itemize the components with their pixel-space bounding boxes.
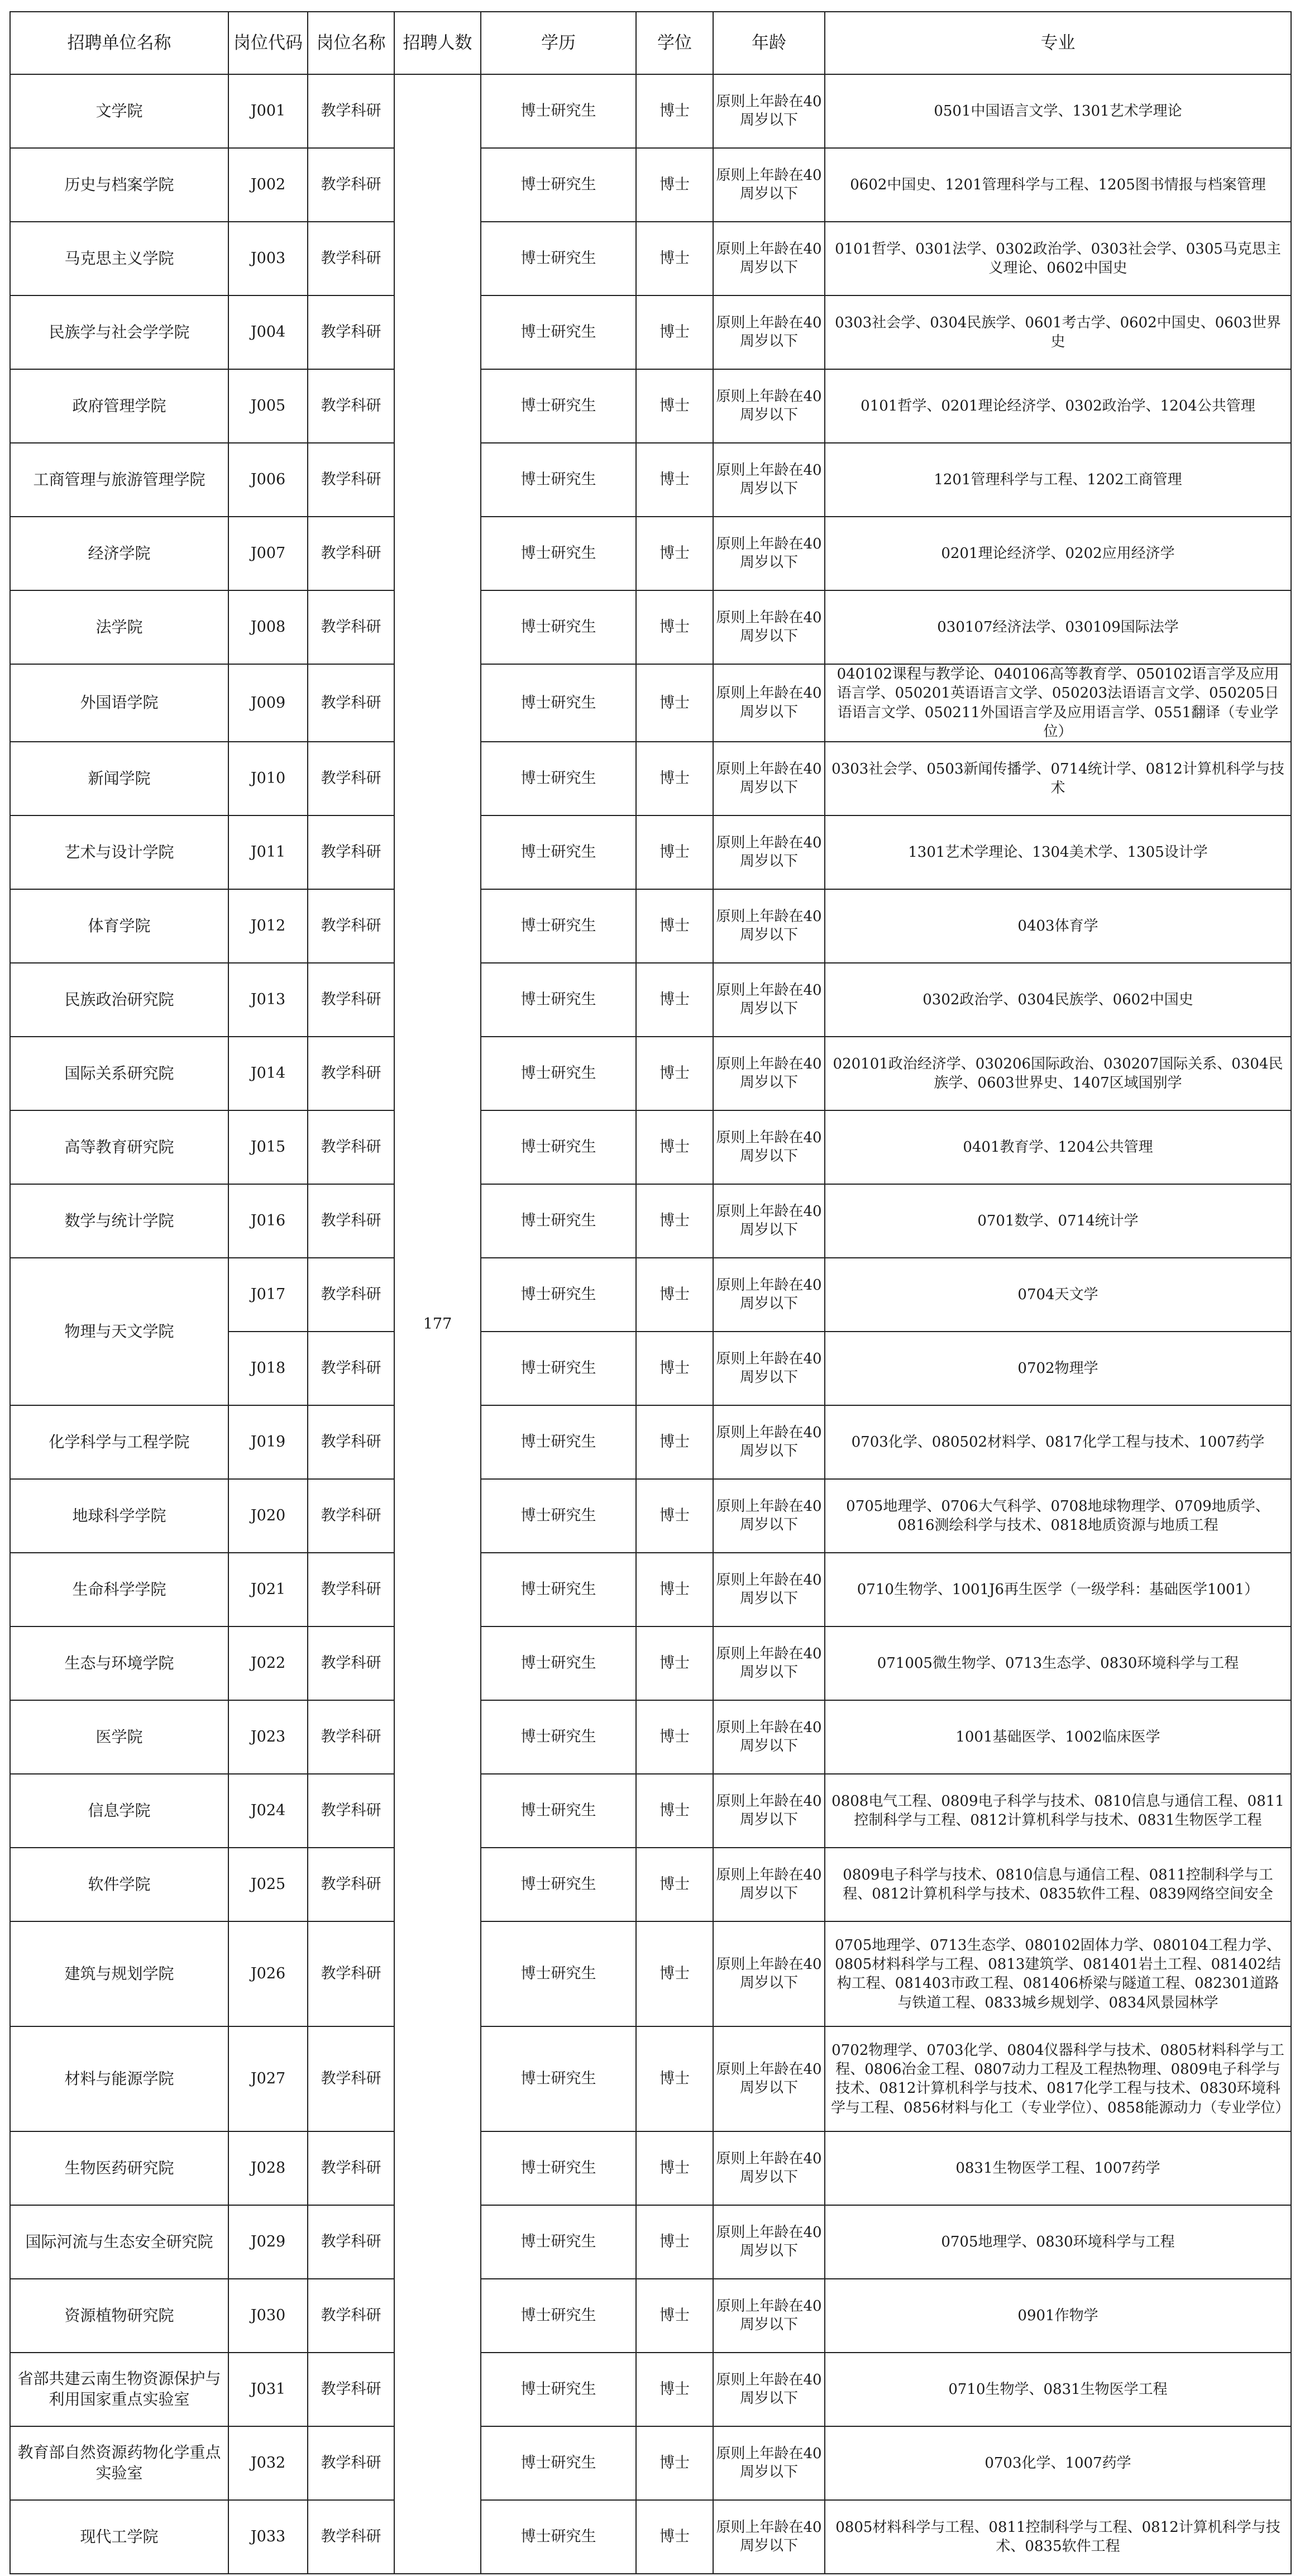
- unit-name-cell: 省部共建云南生物资源保护与利用国家重点实验室: [10, 2353, 228, 2426]
- table-row: [10, 664, 1291, 742]
- major-cell: 0101哲学、0201理论经济学、0302政治学、1204公共管理: [825, 369, 1291, 443]
- position-name-cell: 教学科研: [308, 2026, 394, 2131]
- unit-name-cell: 生命科学学院: [10, 1553, 228, 1626]
- header-age: 年龄: [713, 12, 825, 74]
- table-row: [10, 1037, 1291, 1110]
- age-cell: 原则上年龄在40周岁以下: [713, 1626, 825, 1700]
- position-code-cell: J007: [228, 517, 308, 590]
- major-cell: 0501中国语言文学、1301艺术学理论: [825, 74, 1291, 148]
- education-cell: 博士研究生: [481, 1626, 636, 1700]
- degree-cell: 博士: [636, 1774, 713, 1848]
- education-cell: 博士研究生: [481, 889, 636, 963]
- age-cell: 原则上年龄在40周岁以下: [713, 2205, 825, 2279]
- table-row: [10, 148, 1291, 222]
- table-row: [10, 889, 1291, 963]
- position-name-cell: 教学科研: [308, 590, 394, 664]
- education-cell: 博士研究生: [481, 664, 636, 742]
- degree-cell: 博士: [636, 1258, 713, 1332]
- table-row: [10, 590, 1291, 664]
- table-row: [10, 742, 1291, 815]
- degree-cell: 博士: [636, 2426, 713, 2500]
- degree-cell: 博士: [636, 1479, 713, 1553]
- position-name-cell: 教学科研: [308, 1774, 394, 1848]
- position-code-cell: J006: [228, 443, 308, 517]
- education-cell: 博士研究生: [481, 517, 636, 590]
- unit-name-cell: 法学院: [10, 590, 228, 664]
- education-cell: 博士研究生: [481, 1110, 636, 1184]
- unit-name-cell: 教育部自然资源药物化学重点实验室: [10, 2426, 228, 2500]
- position-name-cell: 教学科研: [308, 1184, 394, 1258]
- unit-name-cell: 文学院: [10, 74, 228, 148]
- age-cell: 原则上年龄在40周岁以下: [713, 963, 825, 1037]
- education-cell: 博士研究生: [481, 1553, 636, 1626]
- major-cell: 0303社会学、0304民族学、0601考古学、0602中国史、0603世界史: [825, 295, 1291, 369]
- unit-name-cell: 化学科学与工程学院: [10, 1405, 228, 1479]
- position-name-cell: 教学科研: [308, 2131, 394, 2205]
- unit-name-cell: 医学院: [10, 1700, 228, 1774]
- degree-cell: 博士: [636, 74, 713, 148]
- education-cell: 博士研究生: [481, 1479, 636, 1553]
- unit-name-cell: 体育学院: [10, 889, 228, 963]
- table-row: [10, 222, 1291, 295]
- unit-name-cell: 国际关系研究院: [10, 1037, 228, 1110]
- position-name-cell: 教学科研: [308, 889, 394, 963]
- position-code-cell: J024: [228, 1774, 308, 1848]
- major-cell: 0302政治学、0304民族学、0602中国史: [825, 963, 1291, 1037]
- education-cell: 博士研究生: [481, 1037, 636, 1110]
- table-row: [10, 2131, 1291, 2205]
- unit-name-cell: 数学与统计学院: [10, 1184, 228, 1258]
- unit-name-cell: 国际河流与生态安全研究院: [10, 2205, 228, 2279]
- major-cell: 0401教育学、1204公共管理: [825, 1110, 1291, 1184]
- position-code-cell: J002: [228, 148, 308, 222]
- age-cell: 原则上年龄在40周岁以下: [713, 2131, 825, 2205]
- table-row: [10, 369, 1291, 443]
- age-cell: 原则上年龄在40周岁以下: [713, 2353, 825, 2426]
- age-cell: 原则上年龄在40周岁以下: [713, 1479, 825, 1553]
- table-row: [10, 1110, 1291, 1184]
- table-row: [10, 1921, 1291, 2026]
- position-name-cell: 教学科研: [308, 2426, 394, 2500]
- unit-name-cell: 历史与档案学院: [10, 148, 228, 222]
- degree-cell: 博士: [636, 517, 713, 590]
- position-code-cell: J018: [228, 1332, 308, 1405]
- degree-cell: 博士: [636, 1405, 713, 1479]
- unit-name-cell: 政府管理学院: [10, 369, 228, 443]
- position-code-cell: J017: [228, 1258, 308, 1332]
- position-name-cell: 教学科研: [308, 74, 394, 148]
- position-code-cell: J029: [228, 2205, 308, 2279]
- age-cell: 原则上年龄在40周岁以下: [713, 2426, 825, 2500]
- unit-name-cell: 物理与天文学院: [10, 1258, 228, 1405]
- major-cell: 0703化学、080502材料学、0817化学工程与技术、1007药学: [825, 1405, 1291, 1479]
- table-row: [10, 1700, 1291, 1774]
- age-cell: 原则上年龄在40周岁以下: [713, 815, 825, 889]
- position-name-cell: 教学科研: [308, 1553, 394, 1626]
- age-cell: 原则上年龄在40周岁以下: [713, 1258, 825, 1332]
- degree-cell: 博士: [636, 222, 713, 295]
- table-row: [10, 2353, 1291, 2426]
- position-code-cell: J013: [228, 963, 308, 1037]
- position-name-cell: 教学科研: [308, 2500, 394, 2574]
- unit-name-cell: 建筑与规划学院: [10, 1921, 228, 2026]
- age-cell: 原则上年龄在40周岁以下: [713, 369, 825, 443]
- table-row: [10, 2026, 1291, 2131]
- degree-cell: 博士: [636, 1848, 713, 1921]
- degree-cell: 博士: [636, 1184, 713, 1258]
- unit-name-cell: 马克思主义学院: [10, 222, 228, 295]
- position-code-cell: J027: [228, 2026, 308, 2131]
- major-cell: 1301艺术学理论、1304美术学、1305设计学: [825, 815, 1291, 889]
- age-cell: 原则上年龄在40周岁以下: [713, 1921, 825, 2026]
- position-name-cell: 教学科研: [308, 1921, 394, 2026]
- education-cell: 博士研究生: [481, 1700, 636, 1774]
- age-cell: 原则上年龄在40周岁以下: [713, 1553, 825, 1626]
- education-cell: 博士研究生: [481, 1848, 636, 1921]
- table-row: [10, 1479, 1291, 1553]
- degree-cell: 博士: [636, 815, 713, 889]
- degree-cell: 博士: [636, 1626, 713, 1700]
- age-cell: 原则上年龄在40周岁以下: [713, 74, 825, 148]
- position-name-cell: 教学科研: [308, 1258, 394, 1332]
- degree-cell: 博士: [636, 963, 713, 1037]
- degree-cell: 博士: [636, 1921, 713, 2026]
- major-cell: 0703化学、1007药学: [825, 2426, 1291, 2500]
- degree-cell: 博士: [636, 148, 713, 222]
- position-code-cell: J011: [228, 815, 308, 889]
- degree-cell: 博士: [636, 1332, 713, 1405]
- major-cell: 0101哲学、0301法学、0302政治学、0303社会学、0305马克思主义理论、0602中国史: [825, 222, 1291, 295]
- degree-cell: 博士: [636, 2353, 713, 2426]
- header-post: 岗位名称: [308, 12, 394, 74]
- table-row: [10, 74, 1291, 148]
- recruit-count-cell: 177: [394, 74, 481, 2574]
- major-cell: 0201理论经济学、0202应用经济学: [825, 517, 1291, 590]
- education-cell: 博士研究生: [481, 148, 636, 222]
- major-cell: 0704天文学: [825, 1258, 1291, 1332]
- position-name-cell: 教学科研: [308, 1700, 394, 1774]
- education-cell: 博士研究生: [481, 1774, 636, 1848]
- age-cell: 原则上年龄在40周岁以下: [713, 2500, 825, 2574]
- position-name-cell: 教学科研: [308, 1037, 394, 1110]
- table-row: [10, 2205, 1291, 2279]
- position-code-cell: J015: [228, 1110, 308, 1184]
- age-cell: 原则上年龄在40周岁以下: [713, 1037, 825, 1110]
- recruitment-table: [9, 11, 1292, 2574]
- age-cell: 原则上年龄在40周岁以下: [713, 443, 825, 517]
- education-cell: 博士研究生: [481, 1332, 636, 1405]
- unit-name-cell: 艺术与设计学院: [10, 815, 228, 889]
- position-name-cell: 教学科研: [308, 1626, 394, 1700]
- major-cell: 0710生物学、0831生物医学工程: [825, 2353, 1291, 2426]
- position-name-cell: 教学科研: [308, 2205, 394, 2279]
- degree-cell: 博士: [636, 2131, 713, 2205]
- position-name-cell: 教学科研: [308, 222, 394, 295]
- table-row: [10, 1258, 1291, 1332]
- education-cell: 博士研究生: [481, 2353, 636, 2426]
- unit-name-cell: 生物医药研究院: [10, 2131, 228, 2205]
- position-code-cell: J021: [228, 1553, 308, 1626]
- degree-cell: 博士: [636, 2279, 713, 2353]
- major-cell: 0403体育学: [825, 889, 1291, 963]
- major-cell: 0701数学、0714统计学: [825, 1184, 1291, 1258]
- table-row: [10, 2279, 1291, 2353]
- position-code-cell: J010: [228, 742, 308, 815]
- table-row: [10, 1626, 1291, 1700]
- major-cell: 1201管理科学与工程、1202工商管理: [825, 443, 1291, 517]
- position-name-cell: 教学科研: [308, 443, 394, 517]
- degree-cell: 博士: [636, 590, 713, 664]
- education-cell: 博士研究生: [481, 2131, 636, 2205]
- education-cell: 博士研究生: [481, 1405, 636, 1479]
- education-cell: 博士研究生: [481, 295, 636, 369]
- unit-name-cell: 资源植物研究院: [10, 2279, 228, 2353]
- unit-name-cell: 民族政治研究院: [10, 963, 228, 1037]
- age-cell: 原则上年龄在40周岁以下: [713, 1184, 825, 1258]
- age-cell: 原则上年龄在40周岁以下: [713, 1774, 825, 1848]
- degree-cell: 博士: [636, 2026, 713, 2131]
- age-cell: 原则上年龄在40周岁以下: [713, 664, 825, 742]
- header-degree: 学位: [636, 12, 713, 74]
- education-cell: 博士研究生: [481, 1921, 636, 2026]
- age-cell: 原则上年龄在40周岁以下: [713, 590, 825, 664]
- age-cell: 原则上年龄在40周岁以下: [713, 1405, 825, 1479]
- table-row: [10, 295, 1291, 369]
- education-cell: 博士研究生: [481, 369, 636, 443]
- position-name-cell: 教学科研: [308, 1332, 394, 1405]
- age-cell: 原则上年龄在40周岁以下: [713, 222, 825, 295]
- position-code-cell: J020: [228, 1479, 308, 1553]
- major-cell: 0809电子科学与技术、0810信息与通信工程、0811控制科学与工程、0812计算机科学与技术、0835软件工程、0839网络空间安全: [825, 1848, 1291, 1921]
- major-cell: 0702物理学: [825, 1332, 1291, 1405]
- header-education: 学历: [481, 12, 636, 74]
- major-cell: 0303社会学、0503新闻传播学、0714统计学、0812计算机科学与技术: [825, 742, 1291, 815]
- degree-cell: 博士: [636, 1110, 713, 1184]
- age-cell: 原则上年龄在40周岁以下: [713, 2026, 825, 2131]
- position-name-cell: 教学科研: [308, 742, 394, 815]
- education-cell: 博士研究生: [481, 1258, 636, 1332]
- degree-cell: 博士: [636, 295, 713, 369]
- age-cell: 原则上年龄在40周岁以下: [713, 2279, 825, 2353]
- major-cell: 0901作物学: [825, 2279, 1291, 2353]
- age-cell: 原则上年龄在40周岁以下: [713, 742, 825, 815]
- education-cell: 博士研究生: [481, 1184, 636, 1258]
- education-cell: 博士研究生: [481, 2205, 636, 2279]
- position-code-cell: J028: [228, 2131, 308, 2205]
- table-row: [10, 517, 1291, 590]
- header-unit: 招聘单位名称: [10, 12, 228, 74]
- unit-name-cell: 高等教育研究院: [10, 1110, 228, 1184]
- degree-cell: 博士: [636, 1037, 713, 1110]
- major-cell: 030107经济法学、030109国际法学: [825, 590, 1291, 664]
- major-cell: 0808电气工程、0809电子科学与技术、0810信息与通信工程、0811控制科学与工程、0812计算机科学与技术、0831生物医学工程: [825, 1774, 1291, 1848]
- position-code-cell: J030: [228, 2279, 308, 2353]
- major-cell: 0705地理学、0830环境科学与工程: [825, 2205, 1291, 2279]
- major-cell: 040102课程与教学论、040106高等教育学、050102语言学及应用语言学、050201英语语言文学、050203法语语言文学、050205日语语言文学、050211外国语言学及应用语言学、0551翻译（专业学位）: [825, 664, 1291, 742]
- table-row: [10, 1405, 1291, 1479]
- degree-cell: 博士: [636, 2500, 713, 2574]
- position-code-cell: J022: [228, 1626, 308, 1700]
- age-cell: 原则上年龄在40周岁以下: [713, 1700, 825, 1774]
- position-name-cell: 教学科研: [308, 664, 394, 742]
- education-cell: 博士研究生: [481, 74, 636, 148]
- position-name-cell: 教学科研: [308, 1110, 394, 1184]
- position-code-cell: J033: [228, 2500, 308, 2574]
- position-name-cell: 教学科研: [308, 2279, 394, 2353]
- age-cell: 原则上年龄在40周岁以下: [713, 1332, 825, 1405]
- header-code: 岗位代码: [228, 12, 308, 74]
- position-code-cell: J012: [228, 889, 308, 963]
- position-code-cell: J031: [228, 2353, 308, 2426]
- position-code-cell: J004: [228, 295, 308, 369]
- table-row: [10, 815, 1291, 889]
- education-cell: 博士研究生: [481, 815, 636, 889]
- age-cell: 原则上年龄在40周岁以下: [713, 1848, 825, 1921]
- table-row: [10, 963, 1291, 1037]
- unit-name-cell: 地球科学学院: [10, 1479, 228, 1553]
- position-code-cell: J009: [228, 664, 308, 742]
- table-row: [10, 1553, 1291, 1626]
- position-name-cell: 教学科研: [308, 369, 394, 443]
- position-name-cell: 教学科研: [308, 963, 394, 1037]
- degree-cell: 博士: [636, 1553, 713, 1626]
- age-cell: 原则上年龄在40周岁以下: [713, 1110, 825, 1184]
- major-cell: 071005微生物学、0713生态学、0830环境科学与工程: [825, 1626, 1291, 1700]
- unit-name-cell: 材料与能源学院: [10, 2026, 228, 2131]
- position-code-cell: J023: [228, 1700, 308, 1774]
- position-code-cell: J005: [228, 369, 308, 443]
- major-cell: 020101政治经济学、030206国际政治、030207国际关系、0304民族学、0603世界史、1407区域国别学: [825, 1037, 1291, 1110]
- age-cell: 原则上年龄在40周岁以下: [713, 889, 825, 963]
- position-code-cell: J019: [228, 1405, 308, 1479]
- major-cell: 0710生物学、1001J6再生医学（一级学科：基础医学1001）: [825, 1553, 1291, 1626]
- position-name-cell: 教学科研: [308, 1479, 394, 1553]
- unit-name-cell: 民族学与社会学学院: [10, 295, 228, 369]
- table-row: [10, 1848, 1291, 1921]
- age-cell: 原则上年龄在40周岁以下: [713, 517, 825, 590]
- header-major: 专业: [825, 12, 1291, 74]
- education-cell: 博士研究生: [481, 2279, 636, 2353]
- position-code-cell: J003: [228, 222, 308, 295]
- table-row: [10, 2426, 1291, 2500]
- education-cell: 博士研究生: [481, 963, 636, 1037]
- degree-cell: 博士: [636, 664, 713, 742]
- unit-name-cell: 新闻学院: [10, 742, 228, 815]
- position-name-cell: 教学科研: [308, 815, 394, 889]
- degree-cell: 博士: [636, 369, 713, 443]
- major-cell: 1001基础医学、1002临床医学: [825, 1700, 1291, 1774]
- table-row: [10, 2500, 1291, 2574]
- unit-name-cell: 生态与环境学院: [10, 1626, 228, 1700]
- major-cell: 0602中国史、1201管理科学与工程、1205图书情报与档案管理: [825, 148, 1291, 222]
- age-cell: 原则上年龄在40周岁以下: [713, 295, 825, 369]
- unit-name-cell: 外国语学院: [10, 664, 228, 742]
- education-cell: 博士研究生: [481, 222, 636, 295]
- major-cell: 0702物理学、0703化学、0804仪器科学与技术、0805材料科学与工程、0806冶金工程、0807动力工程及工程热物理、0809电子科学与技术、0812计算机科学与技术、0817化学工程与技术、0830环境科学与工程、0856材料与化工（专业学位）、0858能源动力（专业学位）: [825, 2026, 1291, 2131]
- degree-cell: 博士: [636, 2205, 713, 2279]
- position-code-cell: J014: [228, 1037, 308, 1110]
- major-cell: 0705地理学、0713生态学、080102固体力学、080104工程力学、0805材料科学与工程、0813建筑学、081401岩土工程、081402结构工程、081403市政工程、081406桥梁与隧道工程、082301道路与铁道工程、0833城乡规划学、0834风景园林学: [825, 1921, 1291, 2026]
- unit-name-cell: 工商管理与旅游管理学院: [10, 443, 228, 517]
- table-row: [10, 443, 1291, 517]
- unit-name-cell: 信息学院: [10, 1774, 228, 1848]
- age-cell: 原则上年龄在40周岁以下: [713, 148, 825, 222]
- position-name-cell: 教学科研: [308, 1405, 394, 1479]
- position-name-cell: 教学科研: [308, 295, 394, 369]
- education-cell: 博士研究生: [481, 2026, 636, 2131]
- degree-cell: 博士: [636, 742, 713, 815]
- position-name-cell: 教学科研: [308, 2353, 394, 2426]
- education-cell: 博士研究生: [481, 742, 636, 815]
- unit-name-cell: 现代工学院: [10, 2500, 228, 2574]
- table-row: [10, 1774, 1291, 1848]
- position-name-cell: 教学科研: [308, 517, 394, 590]
- education-cell: 博士研究生: [481, 2500, 636, 2574]
- major-cell: 0705地理学、0706大气科学、0708地球物理学、0709地质学、0816测绘科学与技术、0818地质资源与地质工程: [825, 1479, 1291, 1553]
- header-row: [10, 12, 1291, 74]
- degree-cell: 博士: [636, 443, 713, 517]
- education-cell: 博士研究生: [481, 443, 636, 517]
- position-code-cell: J025: [228, 1848, 308, 1921]
- position-code-cell: J001: [228, 74, 308, 148]
- position-name-cell: 教学科研: [308, 148, 394, 222]
- major-cell: 0831生物医学工程、1007药学: [825, 2131, 1291, 2205]
- education-cell: 博士研究生: [481, 590, 636, 664]
- position-code-cell: J032: [228, 2426, 308, 2500]
- table-row: [10, 1184, 1291, 1258]
- position-name-cell: 教学科研: [308, 1848, 394, 1921]
- major-cell: 0805材料科学与工程、0811控制科学与工程、0812计算机科学与技术、0835软件工程: [825, 2500, 1291, 2574]
- degree-cell: 博士: [636, 889, 713, 963]
- education-cell: 博士研究生: [481, 2426, 636, 2500]
- unit-name-cell: 软件学院: [10, 1848, 228, 1921]
- position-code-cell: J026: [228, 1921, 308, 2026]
- unit-name-cell: 经济学院: [10, 517, 228, 590]
- position-code-cell: J016: [228, 1184, 308, 1258]
- degree-cell: 博士: [636, 1700, 713, 1774]
- header-count: 招聘人数: [394, 12, 481, 74]
- position-code-cell: J008: [228, 590, 308, 664]
